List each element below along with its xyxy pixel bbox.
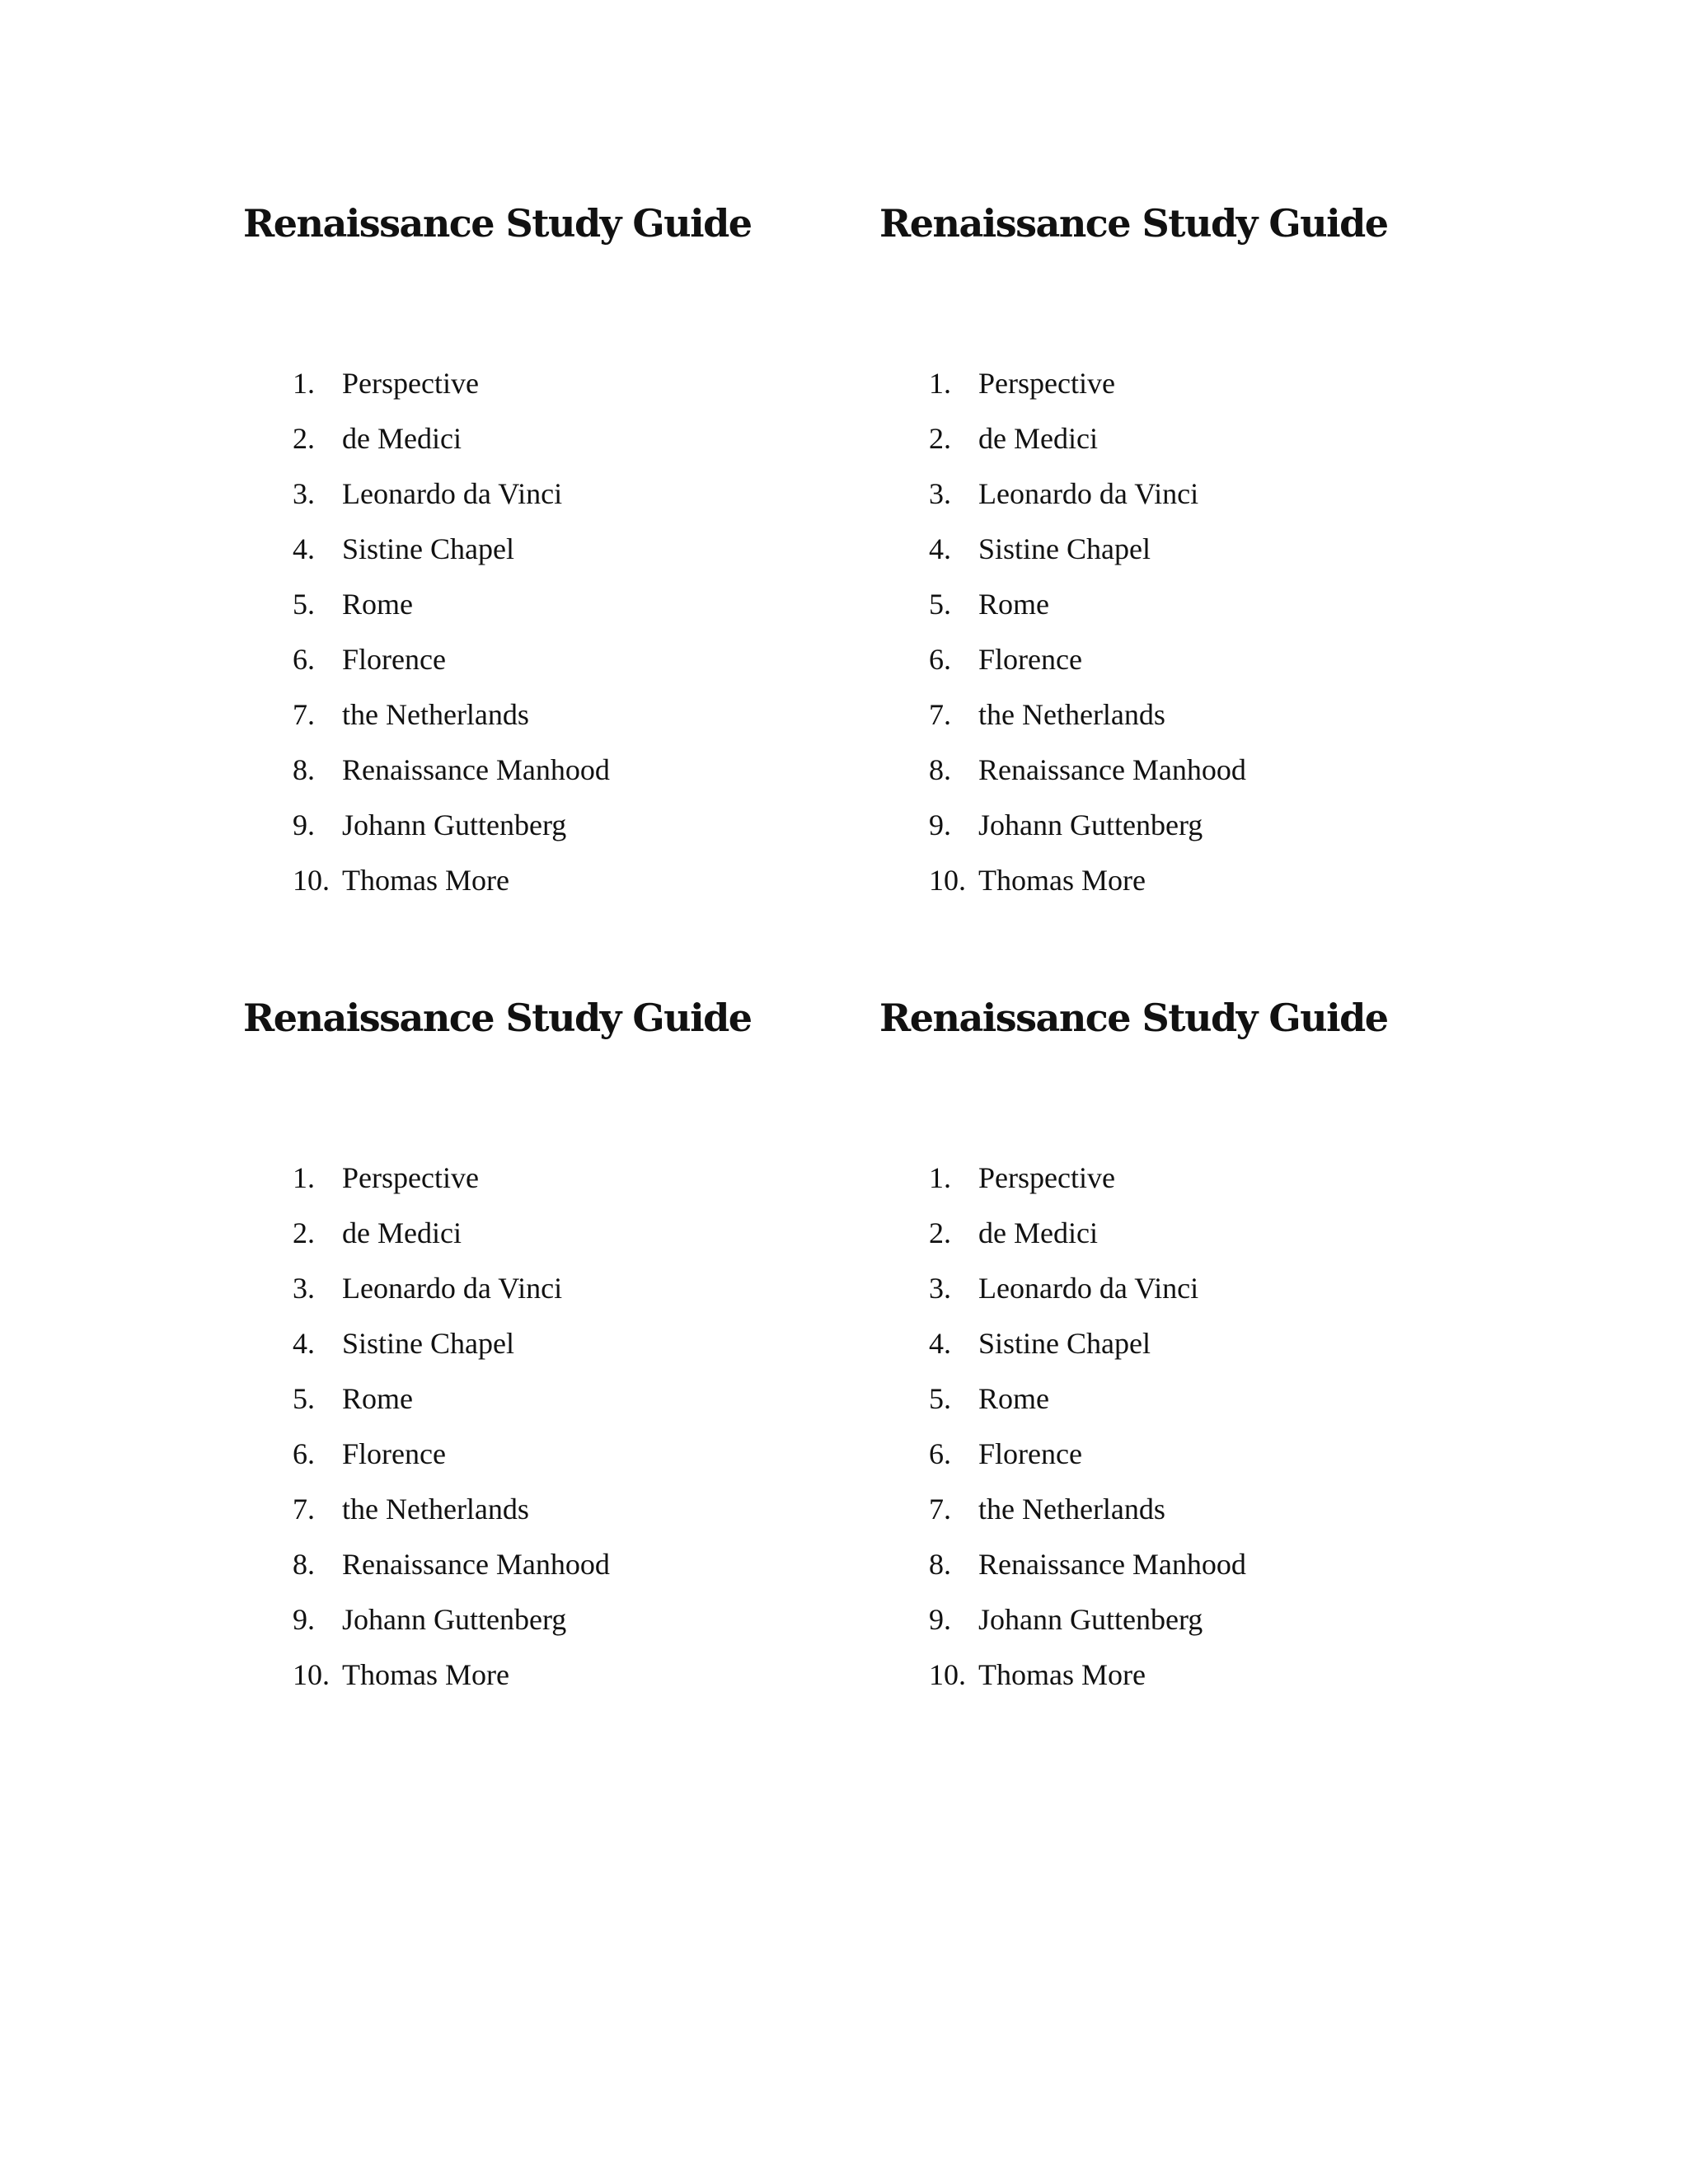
- item-number: 1.: [293, 1161, 315, 1194]
- item-number: 9.: [293, 1603, 315, 1636]
- item-text: Renaissance Manhood: [342, 1548, 610, 1581]
- item-number: 2.: [293, 1216, 315, 1249]
- item-number: 10.: [293, 864, 330, 897]
- item-text: Johann Guttenberg: [978, 808, 1203, 841]
- item-number: 8.: [929, 1548, 951, 1581]
- item-number: 4.: [293, 1327, 315, 1360]
- item-text: Leonardo da Vinci: [342, 1272, 563, 1305]
- item-text: de Medici: [342, 1216, 462, 1249]
- item-text: Rome: [978, 1382, 1049, 1415]
- item-number: 2.: [293, 422, 315, 455]
- item-number: 6.: [293, 643, 315, 676]
- item-text: Sistine Chapel: [978, 1327, 1151, 1360]
- item-number: 1.: [929, 1161, 951, 1194]
- item-text: the Netherlands: [342, 698, 529, 731]
- item-text: Rome: [342, 588, 413, 621]
- guide-title: Renaissance Study Guide: [879, 996, 1388, 1040]
- item-number: 8.: [929, 753, 951, 786]
- item-text: Rome: [978, 588, 1049, 621]
- item-text: Perspective: [978, 367, 1115, 400]
- item-text: Rome: [342, 1382, 413, 1415]
- item-text: de Medici: [342, 422, 462, 455]
- item-number: 7.: [929, 1493, 951, 1526]
- study-guide-2: [879, 194, 1473, 936]
- item-number: 4.: [929, 1327, 951, 1360]
- item-number: 10.: [929, 1658, 966, 1691]
- item-number: 5.: [293, 588, 315, 621]
- item-number: 5.: [929, 1382, 951, 1415]
- item-number: 7.: [293, 1493, 315, 1526]
- item-text: de Medici: [978, 422, 1098, 455]
- study-guide-4: [879, 989, 1473, 1731]
- item-text: Perspective: [342, 1161, 479, 1194]
- item-text: Thomas More: [978, 1658, 1146, 1691]
- item-number: 7.: [293, 698, 315, 731]
- item-text: Florence: [342, 643, 446, 676]
- item-text: Thomas More: [342, 864, 509, 897]
- item-number: 10.: [929, 864, 966, 897]
- item-number: 8.: [293, 1548, 315, 1581]
- item-text: de Medici: [978, 1216, 1098, 1249]
- item-number: 9.: [293, 808, 315, 841]
- item-text: Perspective: [978, 1161, 1115, 1194]
- item-text: Sistine Chapel: [342, 1327, 514, 1360]
- study-guide-3: [243, 989, 837, 1731]
- item-number: 7.: [929, 698, 951, 731]
- item-text: Florence: [342, 1437, 446, 1470]
- item-text: Renaissance Manhood: [342, 753, 610, 786]
- item-text: Johann Guttenberg: [342, 1603, 567, 1636]
- item-number: 1.: [293, 367, 315, 400]
- item-number: 9.: [929, 808, 951, 841]
- item-text: the Netherlands: [342, 1493, 529, 1526]
- item-text: Leonardo da Vinci: [978, 1272, 1199, 1305]
- item-text: Florence: [978, 643, 1082, 676]
- item-number: 3.: [929, 477, 951, 510]
- item-text: Perspective: [342, 367, 479, 400]
- guide-title: Renaissance Study Guide: [243, 201, 752, 246]
- item-text: Johann Guttenberg: [978, 1603, 1203, 1636]
- item-text: the Netherlands: [978, 1493, 1165, 1526]
- study-guide-1: [243, 194, 837, 936]
- item-number: 10.: [293, 1658, 330, 1691]
- item-text: Leonardo da Vinci: [342, 477, 563, 510]
- item-number: 5.: [293, 1382, 315, 1415]
- item-number: 2.: [929, 1216, 951, 1249]
- item-number: 3.: [929, 1272, 951, 1305]
- item-text: Sistine Chapel: [978, 532, 1151, 565]
- guide-title: Renaissance Study Guide: [243, 996, 752, 1040]
- item-number: 1.: [929, 367, 951, 400]
- item-text: Thomas More: [342, 1658, 509, 1691]
- item-text: Renaissance Manhood: [978, 753, 1246, 786]
- item-text: Sistine Chapel: [342, 532, 514, 565]
- item-number: 3.: [293, 477, 315, 510]
- item-number: 5.: [929, 588, 951, 621]
- item-text: Johann Guttenberg: [342, 808, 567, 841]
- item-number: 6.: [929, 643, 951, 676]
- item-number: 3.: [293, 1272, 315, 1305]
- item-text: Renaissance Manhood: [978, 1548, 1246, 1581]
- item-number: 4.: [929, 532, 951, 565]
- item-number: 4.: [293, 532, 315, 565]
- guide-title: Renaissance Study Guide: [879, 201, 1388, 246]
- item-text: Florence: [978, 1437, 1082, 1470]
- item-number: 8.: [293, 753, 315, 786]
- item-text: Leonardo da Vinci: [978, 477, 1199, 510]
- item-number: 9.: [929, 1603, 951, 1636]
- item-text: Thomas More: [978, 864, 1146, 897]
- item-number: 2.: [929, 422, 951, 455]
- item-text: the Netherlands: [978, 698, 1165, 731]
- item-number: 6.: [293, 1437, 315, 1470]
- item-number: 6.: [929, 1437, 951, 1470]
